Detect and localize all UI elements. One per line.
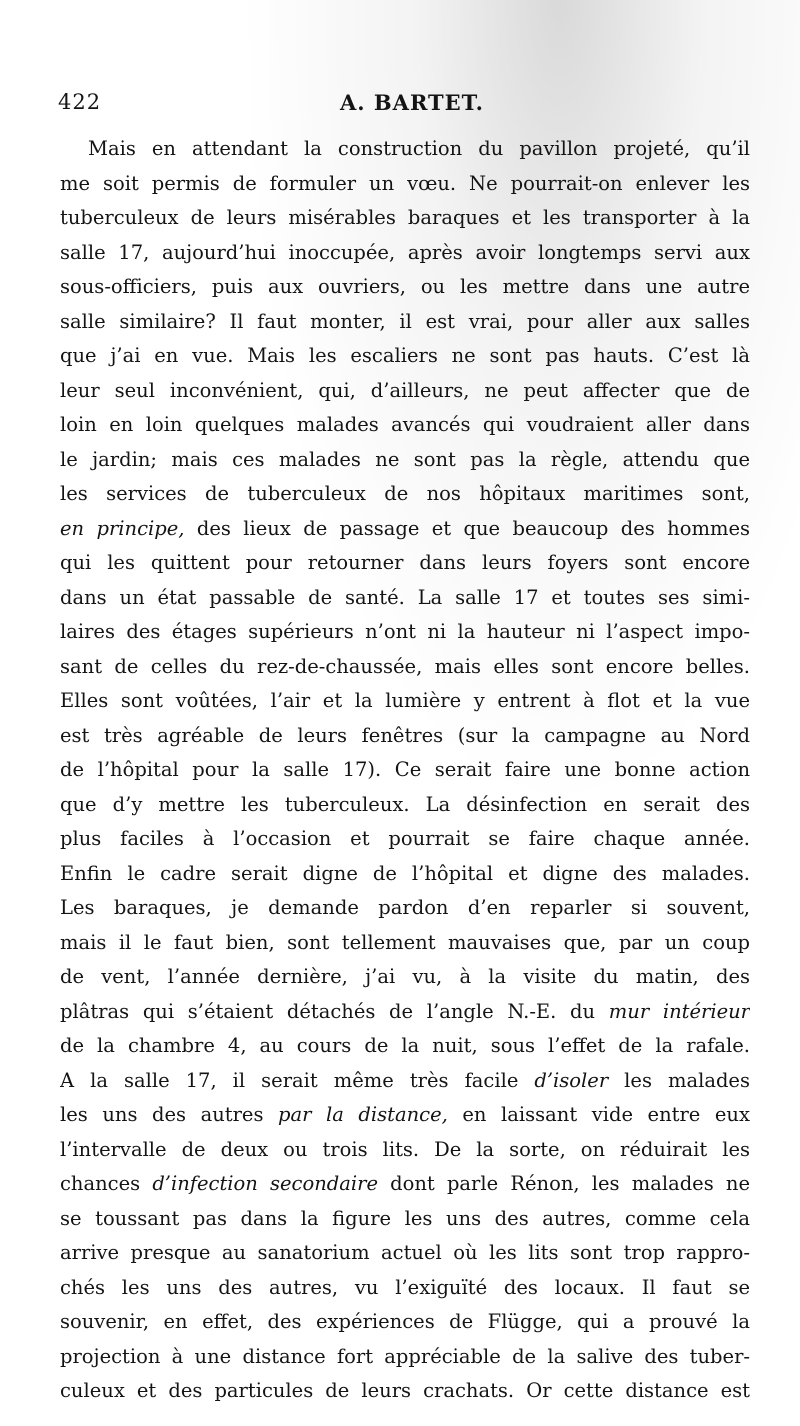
text-line: le jardin; mais ces malades ne sont pas la règle, attendu que [60, 447, 750, 471]
text-segment: chances [60, 1172, 153, 1195]
text-line [60, 1098, 750, 1133]
text-line: de vent, l’année dernière, j’ai vu, à la visite du matin, des [60, 965, 750, 988]
text-segment: en laissant vide entre eux [447, 1103, 750, 1126]
text-segment: plâtras qui s’étaient détachés de l’angle N.-E. du [60, 999, 609, 1023]
italic-phrase: par la distance, [278, 1103, 448, 1126]
text-line: l’intervalle de deux ou trois lits. De la sorte, on réduirait les [60, 1137, 750, 1161]
text-segment: dont parle Rénon, les malades ne [377, 1172, 750, 1195]
text-line: me soit permis de formuler un vœu. Ne pourrait-on enlever les [60, 171, 750, 195]
text-line: se toussant pas dans la figure les uns des autres, comme cela [60, 1206, 750, 1230]
italic-phrase: mur intérieur [608, 999, 750, 1023]
text-line: chés les uns des autres, vu l’exiguïté des locaux. Il faut se [60, 1275, 750, 1299]
text-line: souvenir, en effet, des expériences de Flügge, qui a prouvé la [60, 1310, 750, 1333]
text-line: est très agréable de leurs fenêtres (sur la campagne au Nord [60, 723, 750, 747]
text-line: Les baraques, je demande pardon d’en reparler si souvent, [60, 896, 750, 919]
text-line [60, 1064, 750, 1099]
body-text [60, 132, 750, 1409]
text-line: projection à une distance fort appréciable de la salive des tuber- [60, 1344, 750, 1368]
text-line: sant de celles du rez-de-chaussée, mais elles sont encore belles. [60, 654, 750, 678]
text-line [60, 1167, 750, 1202]
text-line: plus faciles à l’occasion et pourrait se faire chaque année. [60, 827, 750, 850]
text-line: culeux et des particules de leurs crachats. Or cette distance est [60, 1379, 750, 1402]
text-line: les services de tuberculeux de nos hôpitaux maritimes sont, [60, 482, 750, 505]
page-header [58, 90, 758, 120]
text-line: Mais en attendant la construction du pavillon projeté, qu’il [88, 137, 750, 160]
text-line: dans un état passable de santé. La salle 17 et toutes ses simi- [60, 585, 750, 609]
text-line: loin en loin quelques malades avancés qui voudraient aller dans [60, 413, 750, 436]
text-line: laires des étages supérieurs n’ont ni la hauteur ni l’aspect impo- [60, 620, 750, 643]
text-segment: les malades [608, 1068, 750, 1092]
text-line: leur seul inconvénient, qui, d’ailleurs, ne peut affecter que de [60, 378, 750, 402]
italic-phrase: d’infection secondaire [152, 1172, 378, 1195]
text-line: de l’hôpital pour la salle 17). Ce serait faire une bonne action [60, 758, 750, 781]
text-line: salle similaire? Il faut monter, il est vrai, pour aller aux salles [60, 309, 750, 333]
text-line: qui les quittent pour retourner dans leurs foyers sont encore [60, 551, 750, 574]
text-line: que d’y mettre les tuberculeux. La désinfection en serait des [60, 792, 750, 816]
italic-phrase: en principe, [60, 516, 185, 540]
text-line: mais il le faut bien, sont tellement mauvaises que, par un coup [60, 930, 750, 954]
text-segment: des lieux de passage et que beaucoup des hommes [184, 516, 750, 540]
text-line: sous-officiers, puis aux ouvriers, ou les mettre dans une autre [60, 275, 750, 298]
text-line: tuberculeux de leurs misérables baraques et les transporter à la [60, 206, 750, 229]
text-line: Elles sont voûtées, l’air et la lumière y entrent à flot et la vue [60, 689, 750, 712]
text-line [60, 512, 750, 547]
text-line: de la chambre 4, au cours de la nuit, sous l’effet de la rafale. [60, 1034, 750, 1057]
text-line [60, 995, 750, 1030]
page-number: 422 [58, 90, 102, 114]
text-segment: les uns des autres [60, 1103, 279, 1126]
text-line: que j’ai en vue. Mais les escaliers ne sont pas hauts. C’est là [60, 344, 750, 367]
text-line: salle 17, aujourd’hui inoccupée, après avoir longtemps servi aux [60, 240, 750, 264]
text-line: arrive presque au sanatorium actuel où les lits sont trop rappro- [60, 1241, 750, 1264]
text-line: Enfin le cadre serait digne de l’hôpital et digne des malades. [60, 861, 750, 885]
italic-phrase: d’isoler [534, 1068, 609, 1092]
running-head: A. BARTET. [340, 90, 484, 115]
text-segment: A la salle 17, il serait même très facile [60, 1068, 535, 1092]
